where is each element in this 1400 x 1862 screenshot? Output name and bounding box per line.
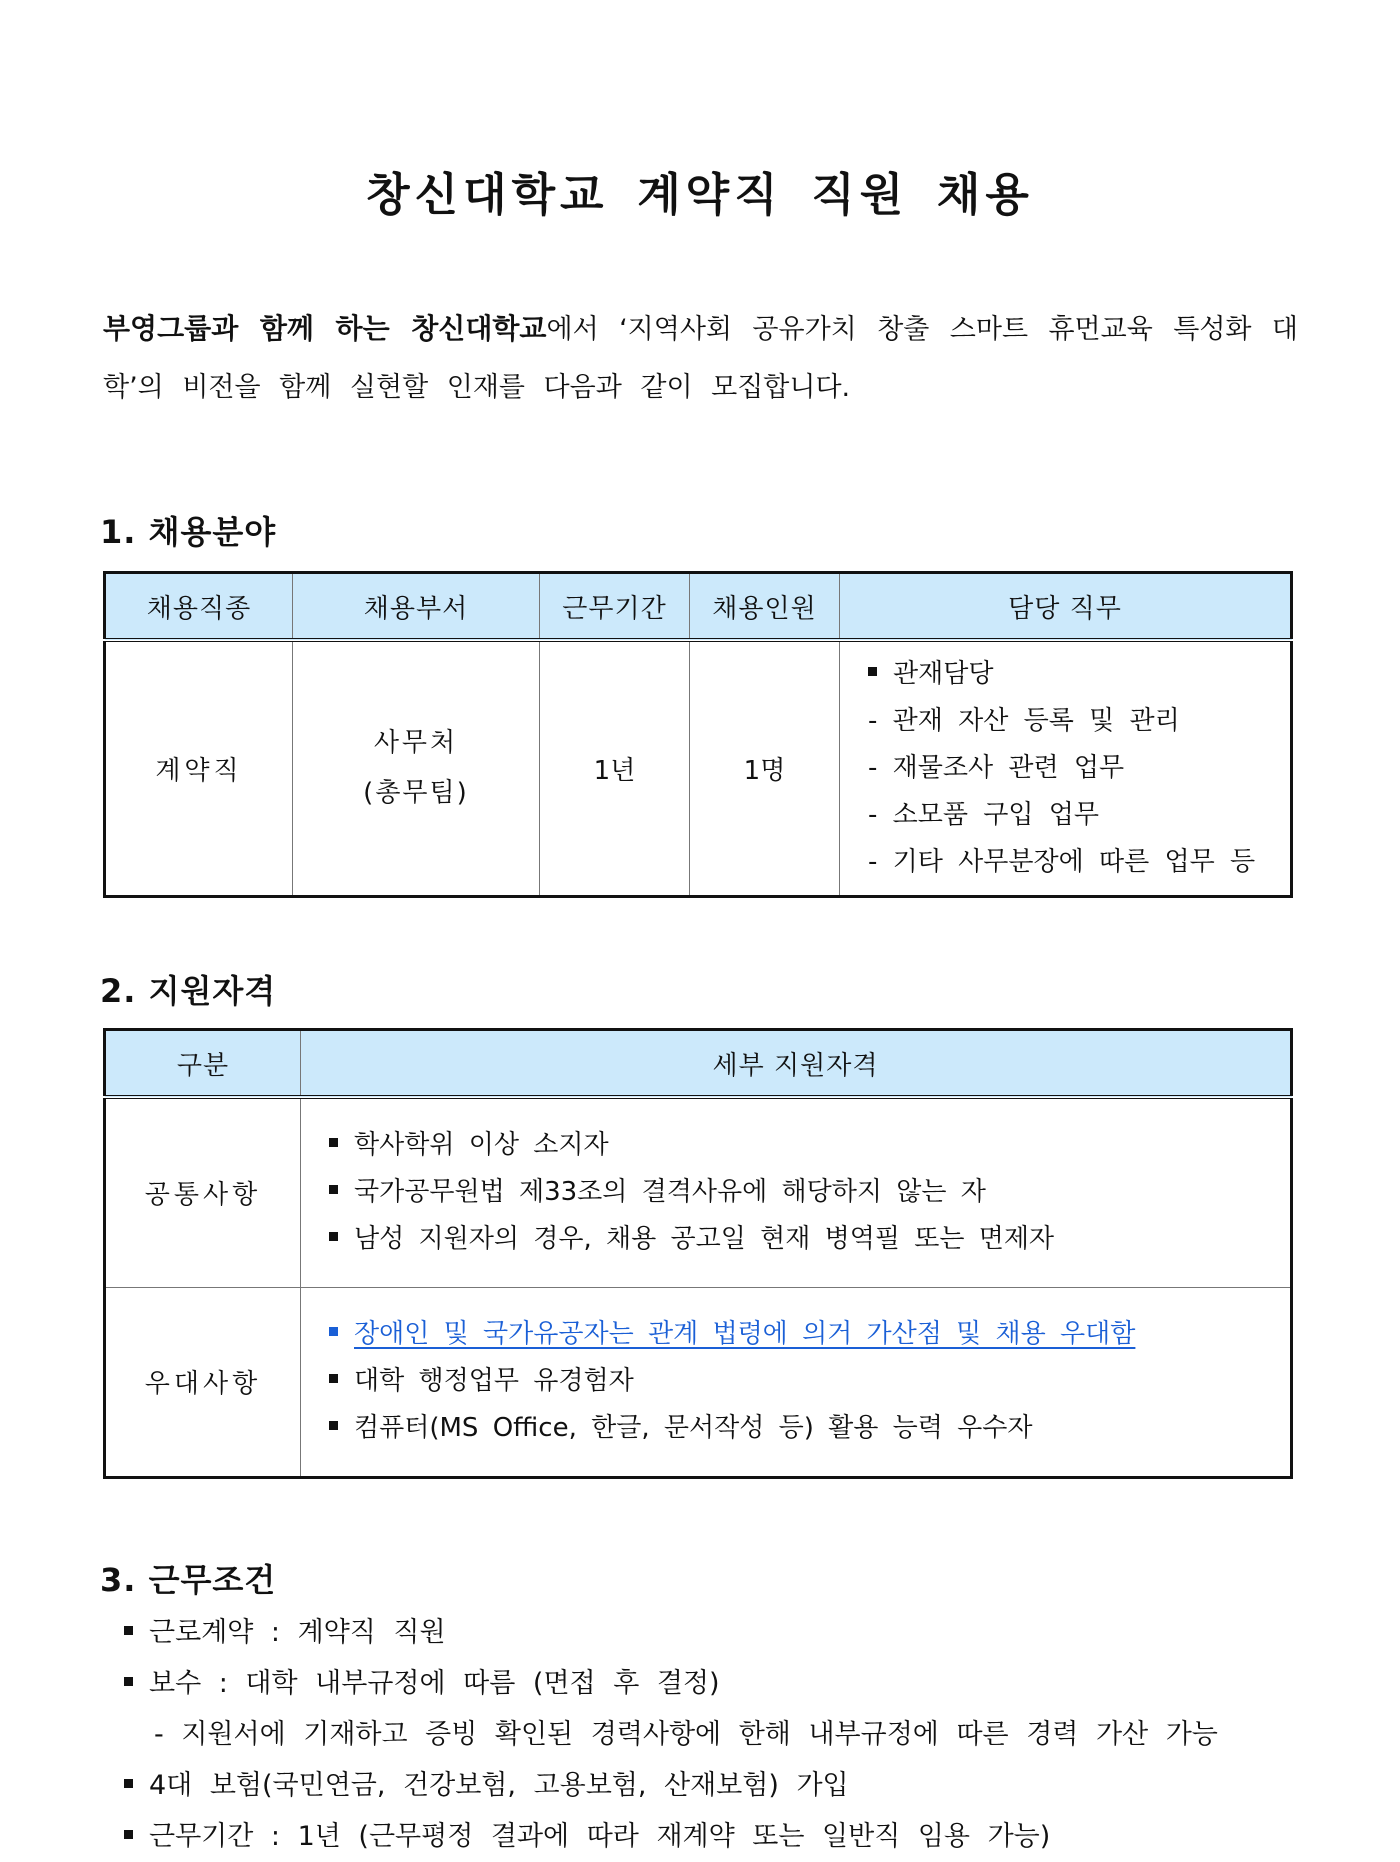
cell-period: 1년 [540,640,690,896]
list-item: - 재물조사 관련 업무 [868,752,1125,783]
list-item [124,1760,1218,1811]
list-item [329,1169,1290,1216]
list-item: - 관재 자산 등록 및 관리 [868,705,1180,736]
list-item [124,1811,1218,1862]
list-item: - 지원서에 기재하고 증빙 확인된 경력사항에 한해 내부규정에 따른 경력 가산 가능 [154,1719,1218,1750]
list-item [329,1358,1290,1405]
list-item [329,1405,1290,1452]
duty-title: 관재담당 [893,658,994,689]
header-period: 근무기간 [540,573,690,641]
intro-paragraph [103,300,1298,417]
header-duty: 담당 직무 [840,573,1292,641]
list-item [124,1607,1218,1658]
square-bullet-icon [329,1185,338,1194]
square-bullet-icon [329,1374,338,1383]
header-headcount: 채용인원 [690,573,840,641]
square-bullet-icon [124,1830,133,1839]
header-details: 세부 지원자격 [301,1030,1292,1098]
condition-text: 근무기간 : 1년 (근무평정 결과에 따라 재계약 또는 일반직 임용 가능) [149,1821,1051,1852]
requirement-text: 국가공무원법 제33조의 결격사유에 해당하지 않는 자 [354,1177,986,1208]
table-row [105,640,1292,896]
header-job-type: 채용직종 [105,573,293,641]
square-bullet-icon [124,1677,133,1686]
preference-text: 대학 행정업무 유경험자 [354,1366,634,1396]
list-item[interactable] [329,1311,1290,1358]
cell-headcount: 1명 [690,640,840,896]
condition-text: 보수 : 대학 내부규정에 따름 (면접 후 결정) [149,1668,720,1699]
condition-text: 근로계약 : 계약직 직원 [149,1617,446,1648]
intro-bold-text: 부영그룹과 함께 하는 창신대학교 [103,312,547,345]
square-bullet-icon [329,1232,338,1241]
section-heading-work-conditions: 3. 근무조건 [100,1561,277,1599]
section-heading-recruitment-field: 1. 채용분야 [100,513,277,551]
list-item [124,1658,1218,1709]
square-bullet-icon [124,1626,133,1635]
square-bullet-icon [329,1421,338,1430]
cell-common-items [301,1097,1292,1287]
duty-details [840,698,1290,886]
requirement-text: 학사학위 이상 소지자 [354,1130,609,1161]
header-department: 채용부서 [293,573,540,641]
square-bullet-icon [329,1138,338,1147]
work-conditions-list [124,1607,1218,1862]
common-requirements-list [301,1122,1290,1263]
list-item [868,651,1290,698]
preference-link[interactable]: 장애인 및 국가유공자는 관계 법령에 의거 가산점 및 채용 우대함 [354,1319,1136,1349]
table-row [105,1097,1292,1287]
cell-job-type: 계약직 [105,640,293,896]
table-row [105,1287,1292,1477]
square-bullet-icon [124,1779,133,1788]
list-item: - 소모품 구입 업무 [868,799,1099,830]
cell-duty [840,640,1292,896]
cell-preferred-label: 우대사항 [105,1287,301,1477]
qualifications-table [103,1028,1293,1479]
duty-list [840,651,1290,698]
header-category: 구분 [105,1030,301,1098]
list-item [329,1122,1290,1169]
condition-text: 4대 보험(국민연금, 건강보험, 고용보험, 산재보험) 가입 [149,1770,849,1801]
department-team: (총무팀) [363,778,469,809]
table-header-row [105,1030,1292,1098]
list-item: - 기타 사무분장에 따른 업무 등 [868,846,1256,877]
cell-department [293,640,540,896]
page-title: 창신대학교 계약직 직원 채용 [366,168,1034,221]
cell-preferred-items [301,1287,1292,1477]
preferred-qualifications-list [301,1311,1290,1452]
department-name: 사무처 [373,728,459,759]
list-item [329,1216,1290,1263]
table-header-row [105,573,1292,641]
square-bullet-icon [868,667,877,676]
section-heading-qualifications: 2. 지원자격 [100,972,277,1010]
recruitment-field-table [103,571,1293,898]
square-bullet-icon [329,1327,338,1336]
requirement-text: 남성 지원자의 경우, 채용 공고일 현재 병역필 또는 면제자 [354,1224,1055,1255]
cell-common-label: 공통사항 [105,1097,301,1287]
intro-text: 에서 ‘지역사회 공유가치 창출 스마트 휴먼교육 특성화 대학’의 비전을 함께 실현할 인재를 다음과 같이 모집합니다. [103,314,1299,403]
preference-text: 컴퓨터(MS Office, 한글, 문서작성 등) 활용 능력 우수자 [354,1413,1033,1443]
